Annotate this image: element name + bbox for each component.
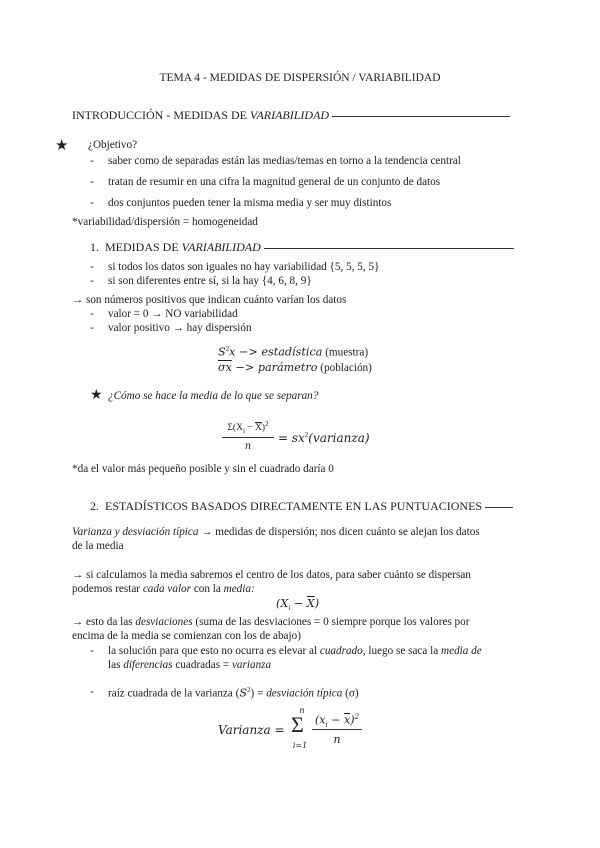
variance-denominator: n <box>333 733 341 746</box>
fraction-denominator: n <box>244 441 252 452</box>
variance-label <box>218 723 285 737</box>
heading-rule <box>264 248 514 249</box>
var-num-x: $\overline{x}$ <box>343 713 351 727</box>
sigma-bottom: i=1 <box>292 741 308 750</box>
deviation-formula <box>276 597 319 612</box>
p3-b: desviaciones <box>135 616 193 628</box>
heading-rule <box>332 116 510 117</box>
intro-bullet-3: dos conjuntos pueden tener la misma media y ser muy distintos <box>108 197 392 209</box>
section1-note: *da el valor más pequeño posible y sin el cuadrado daría 0 <box>72 463 334 475</box>
b1-2b: diferencias <box>123 659 173 671</box>
b2-d: (σ) <box>342 687 359 700</box>
intro-bullet-1: saber como de separadas están las medias/temas en torno a la tendencia central <box>108 155 461 167</box>
section2-bullet-1-line1 <box>108 645 482 657</box>
section2-p3-line2: encima de la media se comienzan con los de abajo) <box>72 630 301 642</box>
sample-symbol-sup: 2 <box>225 345 230 353</box>
dev-a: (X <box>276 597 289 610</box>
section1-sub-bullet-1: valor = 0 → NO variabilidad <box>108 308 238 320</box>
p2-b: cada valor <box>142 583 192 595</box>
bullet-dash: - <box>90 275 94 287</box>
population-arrow: −> <box>231 361 258 374</box>
variance-numerator <box>312 713 362 729</box>
sample-symbol: S <box>218 345 226 359</box>
section2-number: 2. <box>90 499 99 513</box>
section1-bullet-1: si todos los datos son iguales no hay variabilidad {5, 5, 5, 5} <box>108 261 380 273</box>
sample-label: (muestra) <box>322 346 369 359</box>
section2-p2-line2 <box>72 583 255 595</box>
section1-bullet-2: si son diferentes entre sí, si la hay {4, 6, 8, 9} <box>108 275 312 287</box>
bullet-dash: - <box>90 308 94 320</box>
b2-c: desviación típica <box>266 687 343 700</box>
bullet-dash: - <box>90 155 94 167</box>
fraction-eq: = sx <box>278 431 305 445</box>
b2-a: raíz cuadrada de la varianza ( <box>108 687 240 700</box>
b1-2a: las <box>108 659 124 671</box>
p2-a: podemos restar <box>72 583 143 595</box>
var-num-c: ) <box>350 713 355 727</box>
section1-heading-text: MEDIDAS DE <box>105 240 182 254</box>
b1-2c: cuadradas = <box>172 659 232 671</box>
b2-sup: 2 <box>247 686 251 694</box>
section1-sub-bullet-2: valor positivo → hay dispersión <box>108 322 252 334</box>
bullet-dash: - <box>90 176 94 188</box>
b1-2d: varianza <box>231 659 272 671</box>
variance-fraction-bar <box>312 729 362 730</box>
heading-rule <box>485 507 513 508</box>
b1-d: media de <box>441 645 482 657</box>
population-word: parámetro <box>257 361 318 374</box>
star-icon: ★ <box>90 388 103 403</box>
objetivo-label: ¿Objetivo? <box>88 139 138 151</box>
sample-word: estadística <box>261 345 323 359</box>
b1-b: cuadrado <box>319 645 363 657</box>
b2-s: S <box>239 686 248 700</box>
population-label: (población) <box>317 362 372 374</box>
fraction-numerator <box>222 420 274 435</box>
section1-heading <box>90 240 514 255</box>
sample-symbol-x: x <box>229 345 236 359</box>
sigma-top: n <box>299 706 305 715</box>
fraction-num-x: $\overline{X}$ <box>255 423 262 434</box>
population-symbol: $\overline{\sigma x}$ <box>218 361 232 374</box>
p3-c: (suma de las desviaciones = 0 siempre porque los valores por <box>192 616 470 628</box>
star-icon: ★ <box>55 138 69 154</box>
dev-b: − <box>290 597 307 610</box>
formula-sample <box>218 345 368 359</box>
b1-c: , luego se saca la <box>362 645 442 657</box>
bullet-dash: - <box>90 197 94 209</box>
fraction-equals <box>278 431 370 446</box>
var-label: Varianza <box>218 723 271 737</box>
fraction-num-start: Σ(X <box>227 423 243 434</box>
bullet-dash: - <box>90 322 94 334</box>
fraction-eq-sup: 2 <box>304 431 309 439</box>
formula-population <box>218 361 372 374</box>
var-num-sup: 2 <box>354 713 359 721</box>
fraction-eq-word: (varianza) <box>308 431 370 445</box>
section1-arrow-line: → son números positivos que indican cuánto varían los datos <box>72 294 347 306</box>
intro-heading-text: INTRODUCCIÓN - MEDIDAS DE <box>72 108 250 122</box>
section1-question: ¿Cómo se hace la media de lo que se separan? <box>108 390 319 402</box>
var-num-sub: i <box>325 720 328 729</box>
b2-b: ) = <box>250 687 267 700</box>
fraction-num-end: ) <box>261 423 266 434</box>
intro-bullet-2: tratan de resumir en una cifra la magnitud general de un conjunto de datos <box>108 176 441 188</box>
fraction-num-mid: − <box>244 423 256 434</box>
var-eq: = <box>270 723 285 737</box>
var-num-a: (x <box>315 713 326 727</box>
bullet-dash: - <box>90 645 94 657</box>
section2-bullet-2 <box>108 686 359 700</box>
section2-bullet-1-line2 <box>108 659 271 671</box>
p3-a: → esto da las <box>72 616 136 628</box>
fraction-bar <box>222 437 274 438</box>
section2-heading <box>90 499 513 514</box>
intro-heading <box>72 108 510 123</box>
bullet-dash: - <box>90 261 94 273</box>
section2-heading-text: ESTADÍSTICOS BASADOS DIRECTAMENTE EN LAS PUNTUACIONES <box>105 499 483 513</box>
section2-p3-line1 <box>72 616 469 628</box>
p2-c: con la <box>191 583 224 595</box>
page-title: TEMA 4 - MEDIDAS DE DISPERSIÓN / VARIABILIDAD <box>159 72 441 84</box>
p2-d: media: <box>223 583 255 595</box>
var-num-b: − <box>327 713 344 727</box>
intro-heading-italic: VARIABILIDAD <box>250 108 330 122</box>
fraction-num-sub: i <box>242 427 245 436</box>
bullet-dash: - <box>90 686 94 698</box>
b1-a: la solución para que esto no ocurra es elevar al <box>108 645 320 657</box>
section1-number: 1. <box>90 240 99 254</box>
p1-italic: Varianza y desviación típica <box>72 526 199 538</box>
dev-sub: i <box>288 604 291 613</box>
dev-x: $\overline{X}$ <box>306 597 315 610</box>
intro-note: *variabilidad/dispersión = homogeneidad <box>72 216 258 228</box>
dev-c: ) <box>314 597 320 610</box>
sigma-icon: Σ <box>291 712 304 737</box>
sample-arrow: −> <box>235 345 262 359</box>
section2-p1 <box>72 526 480 538</box>
section2-p2-line1: → si calculamos la media sabremos el centro de los datos, para saber cuánto se dispersan <box>72 569 471 581</box>
p1-rest: → medidas de dispersión; nos dicen cuánto se alejan los datos <box>198 526 480 538</box>
section2-p1-line2: de la media <box>72 540 124 552</box>
fraction-num-sup: 2 <box>265 420 269 428</box>
section1-heading-italic: VARIABILIDAD <box>181 240 261 254</box>
